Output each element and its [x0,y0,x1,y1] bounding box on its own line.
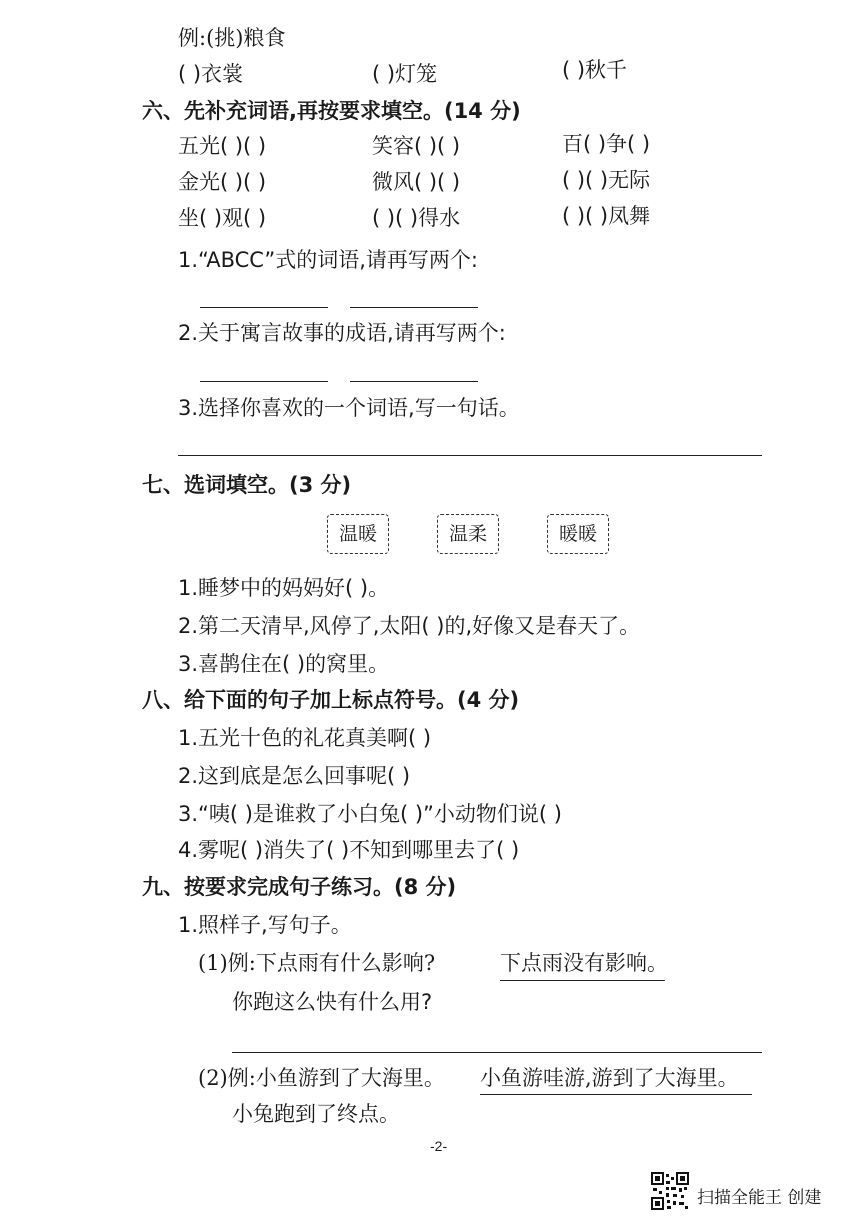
page-number: -2- [430,1138,448,1154]
example-1-label: (1)例:下点雨有什么影响? [198,951,436,975]
word-blank-r3c1[interactable]: 坐( )观( ) [178,206,267,230]
example-item-1: ( )衣裳 [178,62,244,86]
word-blank-r2c2[interactable]: 微风( )( ) [372,170,461,194]
scanner-watermark: 扫描全能王 创建 [697,1188,822,1208]
word-blank-r3c2[interactable]: ( )( )得水 [372,206,461,230]
answer-line-2b[interactable] [350,381,478,382]
example-2-answer: 小鱼游哇游,游到了大海里。 [480,1066,739,1090]
section-8-question-1[interactable]: 1.五光十色的礼花真美啊( ) [178,726,432,750]
task-2-sentence: 小兔跑到了终点。 [232,1102,400,1126]
word-blank-r1c1[interactable]: 五光( )( ) [178,134,267,158]
word-blank-r3c3[interactable]: ( )( )凤舞 [562,204,651,228]
example-item-3: ( )秋千 [562,58,628,82]
answer-line-1a[interactable] [200,307,328,308]
section-9-question-1: 1.照样子,写句子。 [178,913,352,937]
example-2-underline [480,1094,752,1095]
section-8-question-2[interactable]: 2.这到底是怎么回事呢( ) [178,764,411,788]
word-blank-r1c2[interactable]: 笑容( )( ) [372,134,461,158]
section-8-question-4[interactable]: 4.雾呢( )消失了( )不知到哪里去了( ) [178,838,520,862]
answer-line-3[interactable] [178,455,762,456]
task-1-sentence: 你跑这么快有什么用? [232,990,433,1014]
word-blank-r1c3[interactable]: 百( )争( ) [562,132,651,156]
word-blank-r2c3[interactable]: ( )( )无际 [562,168,651,192]
section-7-question-1[interactable]: 1.睡梦中的妈妈好( )。 [178,576,390,600]
word-box-2: 温柔 [437,514,499,554]
answer-line-task-1[interactable] [232,1052,762,1053]
example-1-answer: 下点雨没有影响。 [500,951,668,975]
section-9-title: 九、按要求完成句子练习。(8 分) [142,875,457,899]
word-box-3: 暖暖 [547,514,609,554]
section-6-question-1: 1.“ABCC”式的词语,请再写两个: [178,248,478,272]
answer-line-1b[interactable] [350,307,478,308]
example-item-2: ( )灯笼 [372,62,438,86]
section-7-question-3[interactable]: 3.喜鹊住在( )的窝里。 [178,652,390,676]
example-1-underline [500,980,665,981]
section-6-question-2: 2.关于寓言故事的成语,请再写两个: [178,321,506,345]
section-6-title: 六、先补充词语,再按要求填空。(14 分) [142,99,521,123]
section-7-question-2[interactable]: 2.第二天清早,风停了,太阳( )的,好像又是春天了。 [178,614,641,638]
section-8-question-3[interactable]: 3.“咦( )是谁救了小白兔( )”小动物们说( ) [178,802,562,826]
section-8-title: 八、给下面的句子加上标点符号。(4 分) [142,688,520,712]
section-7-title: 七、选词填空。(3 分) [142,473,352,497]
word-blank-r2c1[interactable]: 金光( )( ) [178,170,267,194]
example-line: 例:(挑)粮食 [178,26,286,50]
qr-code-icon [651,1172,689,1210]
answer-line-2a[interactable] [200,381,328,382]
word-box-1: 温暖 [327,514,389,554]
example-2-label: (2)例:小鱼游到了大海里。 [198,1066,445,1090]
section-6-question-3: 3.选择你喜欢的一个词语,写一句话。 [178,396,520,420]
